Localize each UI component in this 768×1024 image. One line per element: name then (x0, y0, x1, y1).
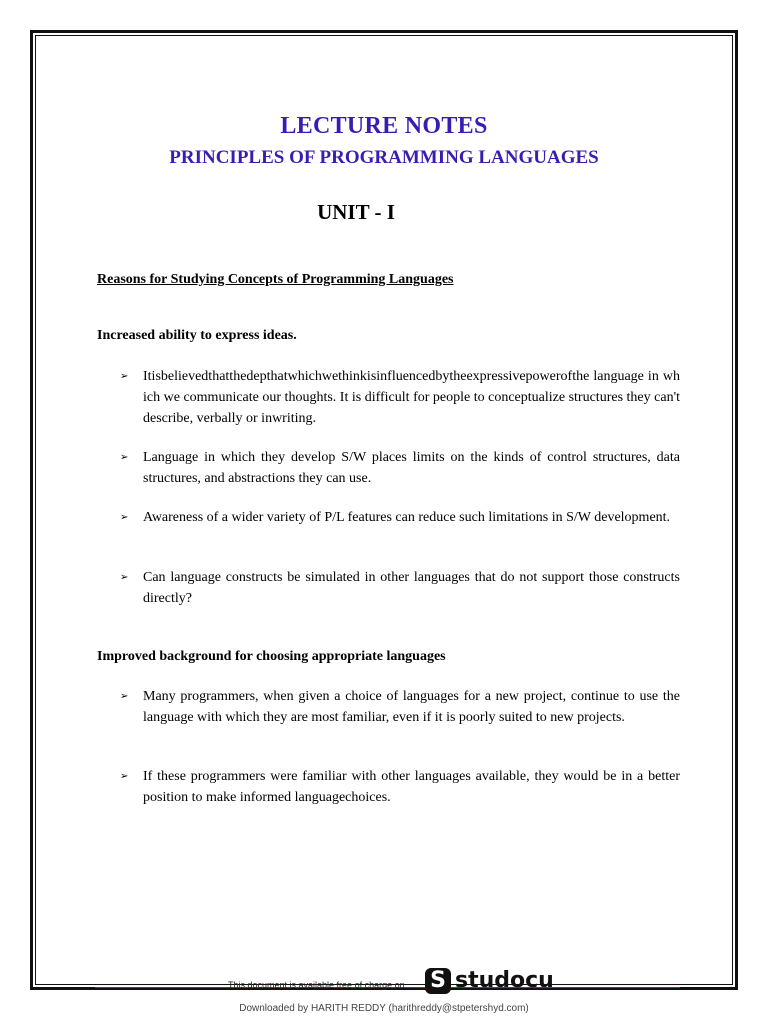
course-subtitle: PRINCIPLES OF PROGRAMMING LANGUAGES (169, 147, 599, 168)
list-item-text: If these programmers were familiar with other languages available, they would be in a better position to make informed languagechoices. (143, 769, 680, 805)
studocu-wordmark: studocu (455, 968, 554, 993)
list-item-text: Many programmers, when given a choice of languages for a new project, continue to use the language with which they are most familiar, even if it is poorly suited to new projects. (143, 689, 680, 725)
list-item (120, 507, 680, 528)
section-heading: Reasons for Studying Concepts of Programming Languages (97, 272, 454, 287)
subsection-heading-1: Increased ability to express ideas. (97, 328, 297, 343)
list-item (120, 366, 680, 429)
arrow-bullet-icon: ➢ (120, 771, 129, 782)
arrow-bullet-icon: ➢ (120, 371, 129, 382)
list-item (120, 686, 680, 728)
list-item-text: Awareness of a wider variety of P/L features can reduce such limitations in S/W development. (143, 510, 671, 525)
list-item-text: Itisbelievedthatthedepthatwhichwethinkisinfluencedbytheexpressivepowerofthe language in which we communicate our thoughts. It is difficult for people to conceptualize structures they can't describe, verbally or inwriting. (143, 369, 680, 426)
unit-heading: UNIT - I (317, 200, 395, 224)
list-item (120, 766, 680, 808)
arrow-bullet-icon: ➢ (120, 452, 129, 463)
lecture-notes-title: LECTURE NOTES (280, 113, 488, 139)
arrow-bullet-icon: ➢ (120, 572, 129, 583)
subsection-heading-2: Improved background for choosing appropriate languages (97, 649, 446, 664)
studocu-logo-icon: S (425, 968, 451, 994)
list-item-text: Language in which they develop S/W places limits on the kinds of control structures, data structures, and abstractions they can use. (143, 450, 680, 486)
list-item-text: Can language constructs be simulated in other languages that do not support those constructs directly? (143, 570, 680, 606)
list-item (120, 567, 680, 609)
arrow-bullet-icon: ➢ (120, 512, 129, 523)
list-item (120, 447, 680, 489)
arrow-bullet-icon: ➢ (120, 691, 129, 702)
availability-note: This document is available free of charge on (228, 980, 405, 990)
downloaded-by-note: Downloaded by HARITH REDDY (harithreddy@stpetershyd.com) (239, 1003, 529, 1014)
